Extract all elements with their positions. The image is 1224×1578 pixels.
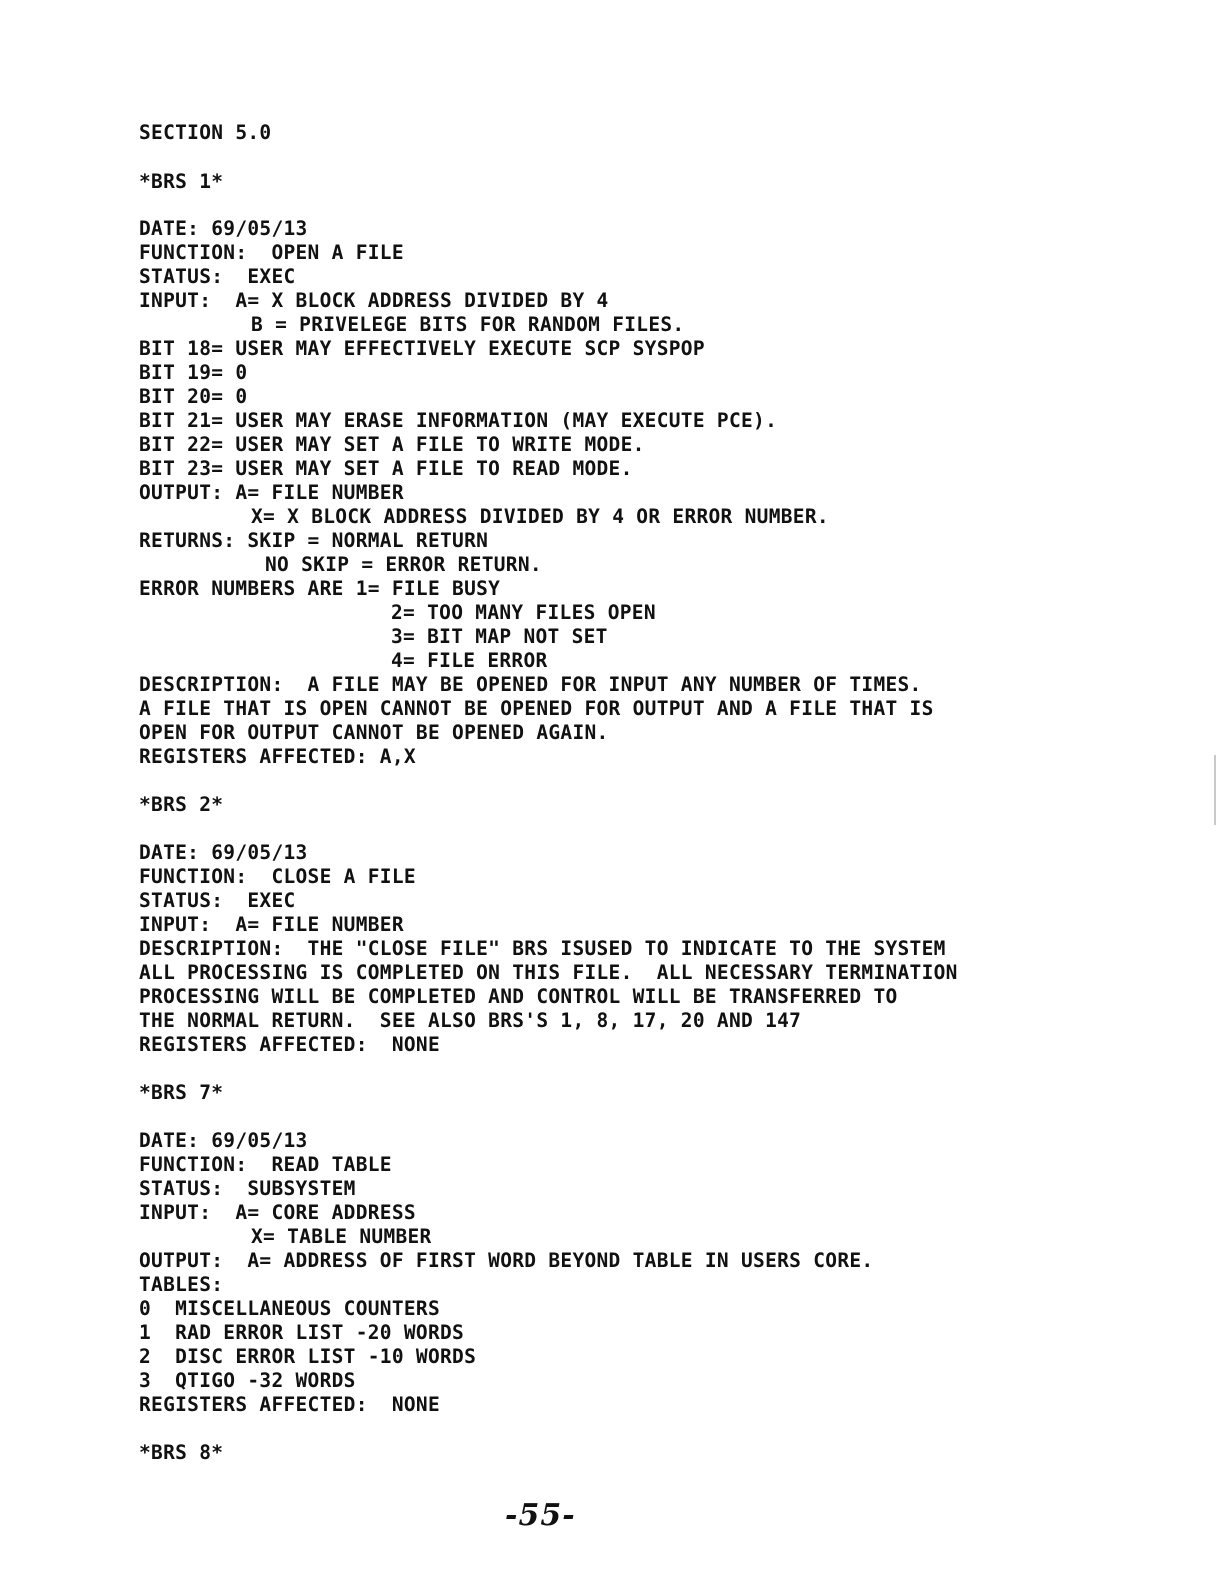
document-line: 2 DISC ERROR LIST -10 WORDS	[139, 1345, 477, 1368]
document-line: BIT 20= 0	[139, 385, 248, 408]
document-line: BIT 19= 0	[139, 361, 248, 384]
document-line: 4= FILE ERROR	[391, 649, 548, 672]
document-line: OUTPUT: A= FILE NUMBER	[139, 481, 404, 504]
document-line: DESCRIPTION: A FILE MAY BE OPENED FOR INPUT ANY NUMBER OF TIMES.	[139, 673, 922, 696]
document-line: B = PRIVELEGE BITS FOR RANDOM FILES.	[251, 313, 685, 336]
document-line: INPUT: A= FILE NUMBER	[139, 913, 404, 936]
document-line: FUNCTION: READ TABLE	[139, 1153, 392, 1176]
document-line: OUTPUT: A= ADDRESS OF FIRST WORD BEYOND TABLE IN USERS CORE.	[139, 1249, 874, 1272]
document-line: STATUS: EXEC	[139, 889, 296, 912]
scan-artifact	[1214, 755, 1216, 825]
document-line: PROCESSING WILL BE COMPLETED AND CONTROL WILL BE TRANSFERRED TO	[139, 985, 898, 1008]
document-line: 2= TOO MANY FILES OPEN	[391, 601, 656, 624]
document-line: DATE: 69/05/13	[139, 217, 308, 240]
document-line: *BRS 8*	[139, 1441, 224, 1464]
document-line: BIT 18= USER MAY EFFECTIVELY EXECUTE SCP SYSPOP	[139, 337, 705, 360]
document-line: 0 MISCELLANEOUS COUNTERS	[139, 1297, 440, 1320]
document-line: SECTION 5.0	[139, 121, 272, 144]
document-line: DATE: 69/05/13	[139, 1129, 308, 1152]
document-line: STATUS: SUBSYSTEM	[139, 1177, 356, 1200]
document-line: 3= BIT MAP NOT SET	[391, 625, 608, 648]
document-line: X= TABLE NUMBER	[251, 1225, 432, 1248]
document-line: *BRS 7*	[139, 1081, 224, 1104]
document-line: 1 RAD ERROR LIST -20 WORDS	[139, 1321, 465, 1344]
document-line: DATE: 69/05/13	[139, 841, 308, 864]
document-line: *BRS 1*	[139, 170, 224, 193]
document-line: FUNCTION: CLOSE A FILE	[139, 865, 416, 888]
document-line: REGISTERS AFFECTED: A,X	[139, 745, 416, 768]
document-line: TABLES:	[139, 1273, 224, 1296]
document-line: 3 QTIGO -32 WORDS	[139, 1369, 356, 1392]
page-number: -55-	[505, 1498, 576, 1533]
document-line: ALL PROCESSING IS COMPLETED ON THIS FILE. ALL NECESSARY TERMINATION	[139, 961, 958, 984]
document-line: REGISTERS AFFECTED: NONE	[139, 1393, 440, 1416]
document-line: DESCRIPTION: THE "CLOSE FILE" BRS ISUSED TO INDICATE TO THE SYSTEM	[139, 937, 946, 960]
document-line: NO SKIP = ERROR RETURN.	[265, 553, 542, 576]
document-line: INPUT: A= CORE ADDRESS	[139, 1201, 416, 1224]
document-line: OPEN FOR OUTPUT CANNOT BE OPENED AGAIN.	[139, 721, 609, 744]
document-line: REGISTERS AFFECTED: NONE	[139, 1033, 440, 1056]
document-line: INPUT: A= X BLOCK ADDRESS DIVIDED BY 4	[139, 289, 609, 312]
document-line: BIT 21= USER MAY ERASE INFORMATION (MAY EXECUTE PCE).	[139, 409, 778, 432]
document-line: RETURNS: SKIP = NORMAL RETURN	[139, 529, 489, 552]
document-line: BIT 22= USER MAY SET A FILE TO WRITE MODE.	[139, 433, 645, 456]
document-line: ERROR NUMBERS ARE 1= FILE BUSY	[139, 577, 501, 600]
document-line: FUNCTION: OPEN A FILE	[139, 241, 404, 264]
document-line: A FILE THAT IS OPEN CANNOT BE OPENED FOR OUTPUT AND A FILE THAT IS	[139, 697, 934, 720]
document-line: THE NORMAL RETURN. SEE ALSO BRS'S 1, 8, 17, 20 AND 147	[139, 1009, 802, 1032]
document-line: BIT 23= USER MAY SET A FILE TO READ MODE.	[139, 457, 633, 480]
document-line: STATUS: EXEC	[139, 265, 296, 288]
document-line: *BRS 2*	[139, 793, 224, 816]
document-line: X= X BLOCK ADDRESS DIVIDED BY 4 OR ERROR NUMBER.	[251, 505, 829, 528]
